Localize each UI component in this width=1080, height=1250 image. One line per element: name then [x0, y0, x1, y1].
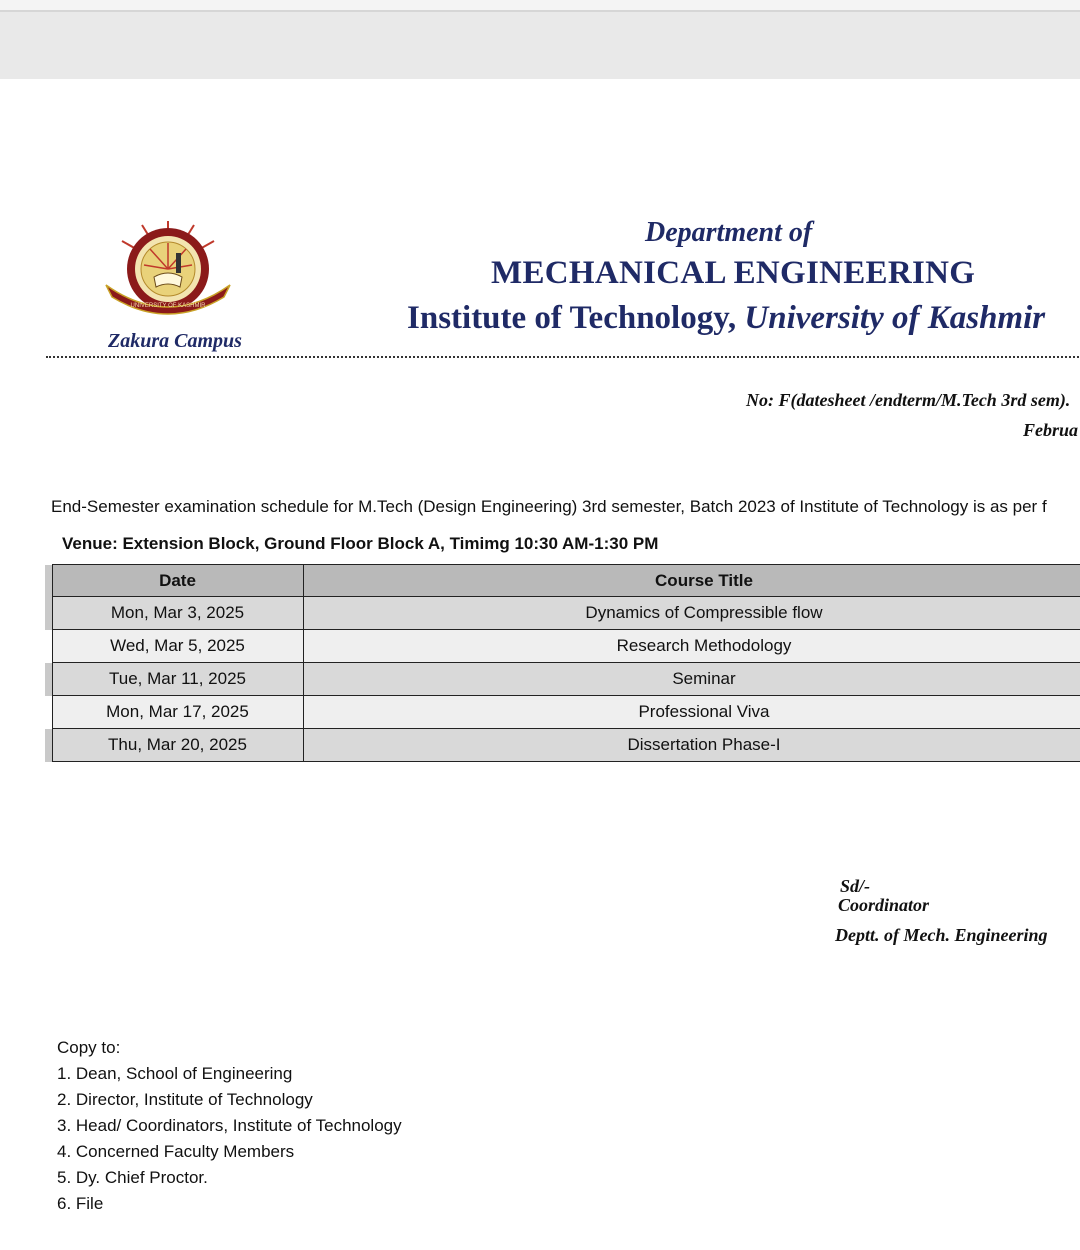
- row-stub: [45, 597, 52, 630]
- list-item: 2. Director, Institute of Technology: [57, 1090, 313, 1109]
- signature-title: Coordinator: [838, 895, 930, 915]
- table-row: [45, 663, 1080, 696]
- course-cell: Dynamics of Compressible flow: [303, 597, 1080, 630]
- course-cell: Seminar: [303, 663, 1080, 696]
- copy-to-list: [57, 1061, 402, 1217]
- date-cell: Wed, Mar 5, 2025: [52, 630, 303, 663]
- list-item: 4. Concerned Faculty Members: [57, 1142, 295, 1161]
- column-header-course-title: Course Title: [303, 565, 1080, 597]
- institute-title: [407, 300, 1045, 337]
- copy-to-section: [57, 1035, 402, 1217]
- list-item: 5. Dy. Chief Proctor.: [57, 1168, 208, 1187]
- course-cell: Research Methodology: [303, 630, 1080, 663]
- svg-text:UNIVERSITY OF KASHMIR: UNIVERSITY OF KASHMIR: [130, 303, 206, 309]
- table-row: [45, 630, 1080, 663]
- schedule-table: [45, 564, 1080, 762]
- column-header-date: Date: [52, 565, 303, 597]
- date-cell: Tue, Mar 11, 2025: [52, 663, 303, 696]
- row-stub: [45, 729, 52, 762]
- header-divider: [46, 356, 1080, 358]
- campus-name: Zakura Campus: [108, 330, 242, 352]
- signature-sd: Sd/-: [840, 876, 871, 896]
- university-seal-logo: [98, 219, 238, 317]
- reference-date: Februa: [1023, 420, 1079, 440]
- row-stub: [45, 630, 52, 663]
- list-item: 6. File: [57, 1194, 104, 1213]
- list-item: 1. Dean, School of Engineering: [57, 1064, 293, 1083]
- seal-icon: [98, 219, 238, 317]
- date-cell: Thu, Mar 20, 2025: [52, 729, 303, 762]
- course-cell: Dissertation Phase-I: [303, 729, 1080, 762]
- row-stub: [45, 565, 52, 597]
- toolbar-divider: [0, 10, 1080, 12]
- list-item: 3. Head/ Coordinators, Institute of Technology: [57, 1116, 402, 1135]
- department-name: MECHANICAL ENGINEERING: [491, 255, 976, 291]
- department-of-label: Department of: [645, 217, 813, 248]
- table-row: [45, 597, 1080, 630]
- table-row: [45, 696, 1080, 729]
- venue-text: Venue: Extension Block, Ground Floor Block A, Timimg 10:30 AM-1:30 PM: [62, 534, 659, 553]
- course-cell: Professional Viva: [303, 696, 1080, 729]
- row-stub: [45, 663, 52, 696]
- date-cell: Mon, Mar 3, 2025: [52, 597, 303, 630]
- date-cell: Mon, Mar 17, 2025: [52, 696, 303, 729]
- intro-text: End-Semester examination schedule for M.Tech (Design Engineering) 3rd semester, Batch 2023 of Institute of Technology is as per f: [51, 497, 1047, 516]
- table-row: [45, 729, 1080, 762]
- document-page: [0, 79, 1080, 1250]
- row-stub: [45, 696, 52, 729]
- university-name: University of Kashmir: [744, 300, 1046, 336]
- table-header-row: [45, 565, 1080, 597]
- institute-name: Institute of Technology,: [407, 300, 737, 336]
- reference-number: No: F(datesheet /endterm/M.Tech 3rd sem).: [746, 390, 1071, 410]
- copy-to-title: Copy to:: [57, 1038, 121, 1057]
- signature-department: Deptt. of Mech. Engineering: [835, 925, 1048, 945]
